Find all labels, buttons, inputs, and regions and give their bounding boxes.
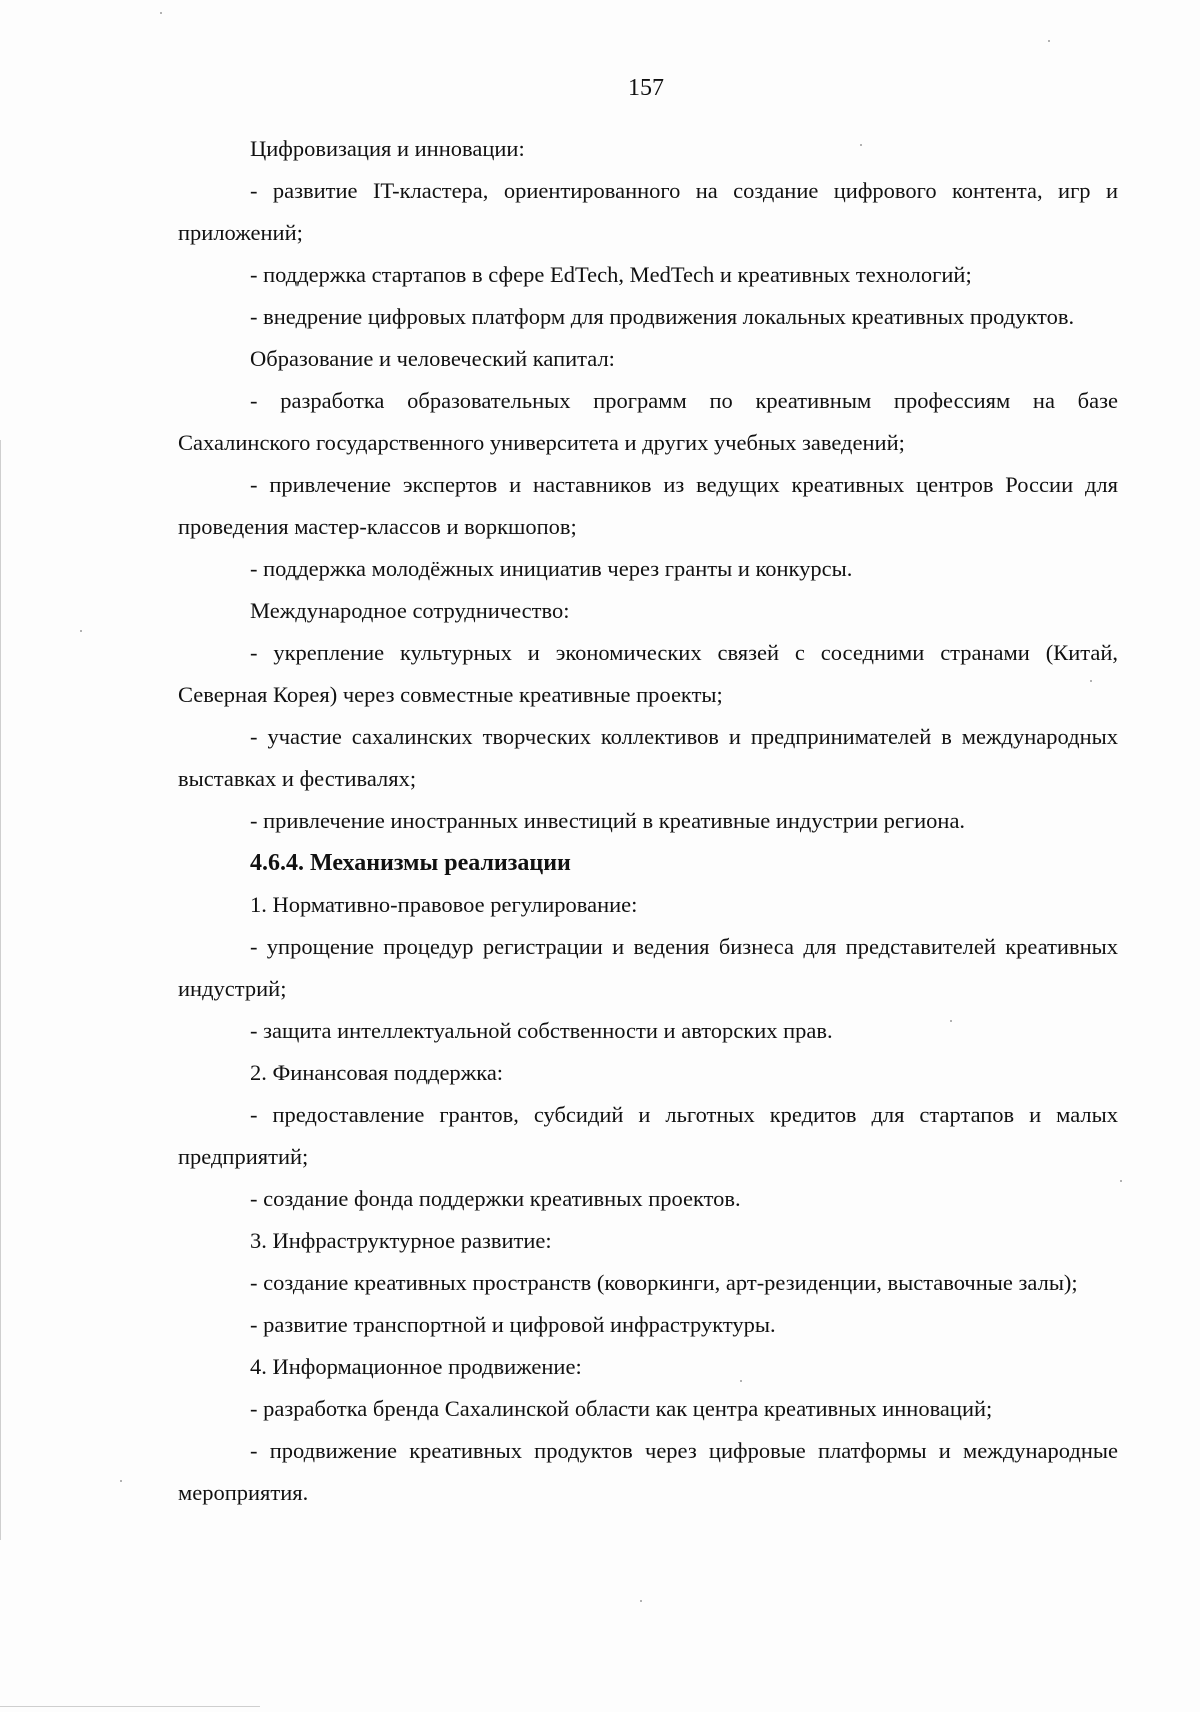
- list-item: - участие сахалинских творческих коллективов и предпринимателей в международных выставках и фестивалях;: [178, 724, 1118, 791]
- scan-speck: [160, 12, 162, 14]
- list-item: - предоставление грантов, субсидий и льготных кредитов для стартапов и малых предприятий;: [178, 1102, 1118, 1169]
- scan-speck: [640, 1600, 642, 1602]
- page-number: 157: [628, 75, 664, 101]
- subsection-title-education: Образование и человеческий капитал:: [250, 346, 615, 371]
- scan-speck: [1090, 680, 1092, 682]
- scan-speck: [80, 630, 82, 632]
- list-item: - внедрение цифровых платформ для продвижения локальных креативных продуктов.: [250, 304, 1075, 329]
- scan-speck: [1048, 40, 1050, 42]
- scan-edge-line: [0, 440, 1, 1540]
- list-item: - укрепление культурных и экономических связей с соседними странами (Китай, Северная Корея) через совместные креативные проекты;: [178, 640, 1118, 707]
- list-item: - разработка образовательных программ по креативным профессиям на базе Сахалинского государственного университета и других учебных заведений;: [178, 388, 1118, 455]
- mechanism-title: 3. Инфраструктурное развитие:: [250, 1228, 552, 1253]
- list-item: - поддержка молодёжных инициатив через гранты и конкурсы.: [250, 556, 853, 581]
- list-item: - разработка бренда Сахалинской области как центра креативных инноваций;: [250, 1396, 993, 1421]
- list-item: - развитие транспортной и цифровой инфраструктуры.: [250, 1312, 776, 1337]
- section-heading: 4.6.4. Механизмы реализации: [250, 850, 571, 876]
- list-item: - развитие IT-кластера, ориентированного на создание цифрового контента, игр и приложений;: [178, 178, 1118, 245]
- list-item: - создание фонда поддержки креативных проектов.: [250, 1186, 741, 1211]
- scan-edge-line: [0, 1706, 260, 1707]
- list-item: - продвижение креативных продуктов через цифровые платформы и международные мероприятия.: [178, 1438, 1118, 1505]
- scan-speck: [740, 1380, 742, 1382]
- scan-speck: [1120, 1180, 1122, 1182]
- list-item: - привлечение экспертов и наставников из ведущих креативных центров России для проведения мастер-классов и воркшопов;: [178, 472, 1118, 539]
- list-item: - привлечение иностранных инвестиций в креативные индустрии региона.: [250, 808, 966, 833]
- scan-speck: [950, 1020, 952, 1022]
- list-item: - упрощение процедур регистрации и ведения бизнеса для представителей креативных индустрий;: [178, 934, 1118, 1001]
- scan-speck: [120, 1480, 122, 1482]
- mechanism-title: 2. Финансовая поддержка:: [250, 1060, 504, 1085]
- list-item: - поддержка стартапов в сфере EdTech, MedTech и креативных технологий;: [250, 262, 972, 287]
- mechanism-title: 4. Информационное продвижение:: [250, 1354, 582, 1379]
- mechanism-title: 1. Нормативно-правовое регулирование:: [250, 892, 638, 917]
- subsection-title-digitalization: Цифровизация и инновации:: [250, 136, 525, 161]
- scan-speck: [860, 144, 862, 146]
- list-item: - защита интеллектуальной собственности и авторских прав.: [250, 1018, 833, 1043]
- page-body: [178, 128, 1118, 1514]
- list-item: - создание креативных пространств (коворкинги, арт-резиденции, выставочные залы);: [250, 1270, 1078, 1295]
- subsection-title-international: Международное сотрудничество:: [250, 598, 570, 623]
